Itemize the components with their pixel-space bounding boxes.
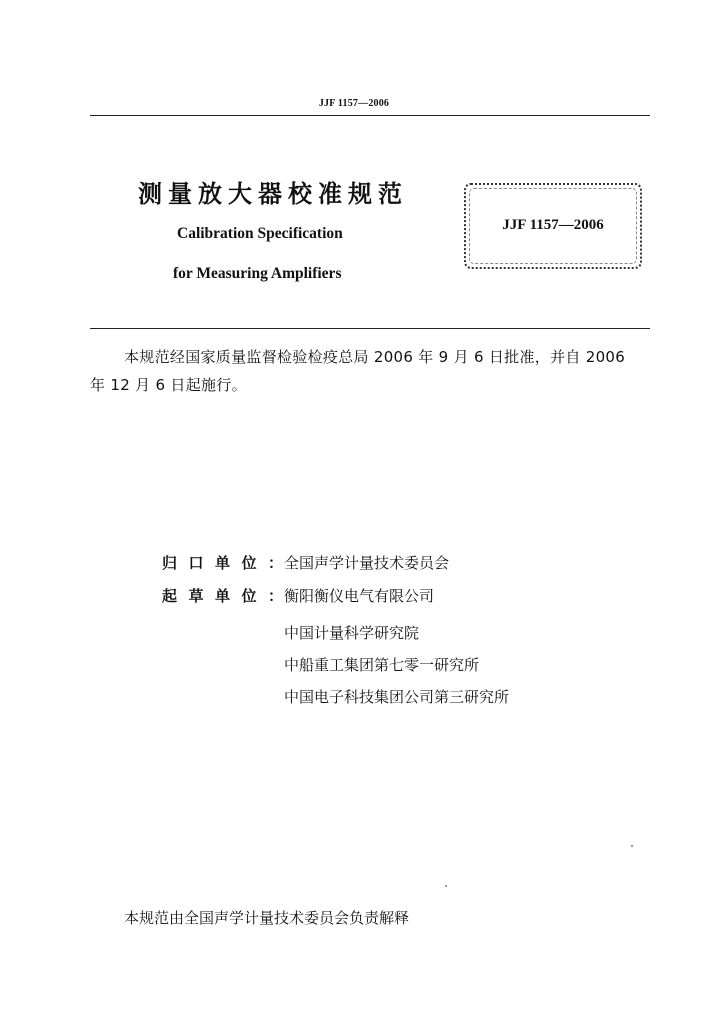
drafting-unit-item: 衡阳衡仪电气有限公司: [284, 587, 435, 605]
document-title-english-line1: Calibration Specification: [177, 225, 343, 242]
approval-statement-line1: 本规范经国家质量监督检验检疫总局 2006 年 9 月 6 日批准，并自 2006: [124, 348, 626, 366]
scan-speck: [631, 845, 633, 847]
document-title-chinese: 测量放大器校准规范: [138, 180, 408, 208]
drafting-unit-label: 起草单位：: [162, 587, 295, 605]
interpretation-note: 本规范由全国声学计量技术委员会负责解释: [124, 909, 410, 927]
drafting-unit-item: 中国计量科学研究院: [284, 624, 420, 642]
scan-speck: [445, 885, 447, 887]
header-divider: [90, 115, 650, 116]
responsible-unit-label: 归口单位：: [162, 554, 295, 572]
header-standard-code: JJF 1157—2006: [318, 98, 390, 109]
drafting-unit-item: 中船重工集团第七零一研究所: [284, 656, 480, 674]
approval-statement-line2: 年 12 月 6 日起施行。: [90, 376, 247, 394]
responsible-unit-value: 全国声学计量技术委员会: [284, 554, 450, 572]
document-title-english-line2: for Measuring Amplifiers: [173, 265, 342, 282]
title-divider: [90, 328, 650, 329]
drafting-unit-item: 中国电子科技集团公司第三研究所: [284, 688, 510, 706]
code-box-text: JJF 1157—2006: [502, 217, 604, 233]
standard-code-box: [464, 183, 642, 269]
